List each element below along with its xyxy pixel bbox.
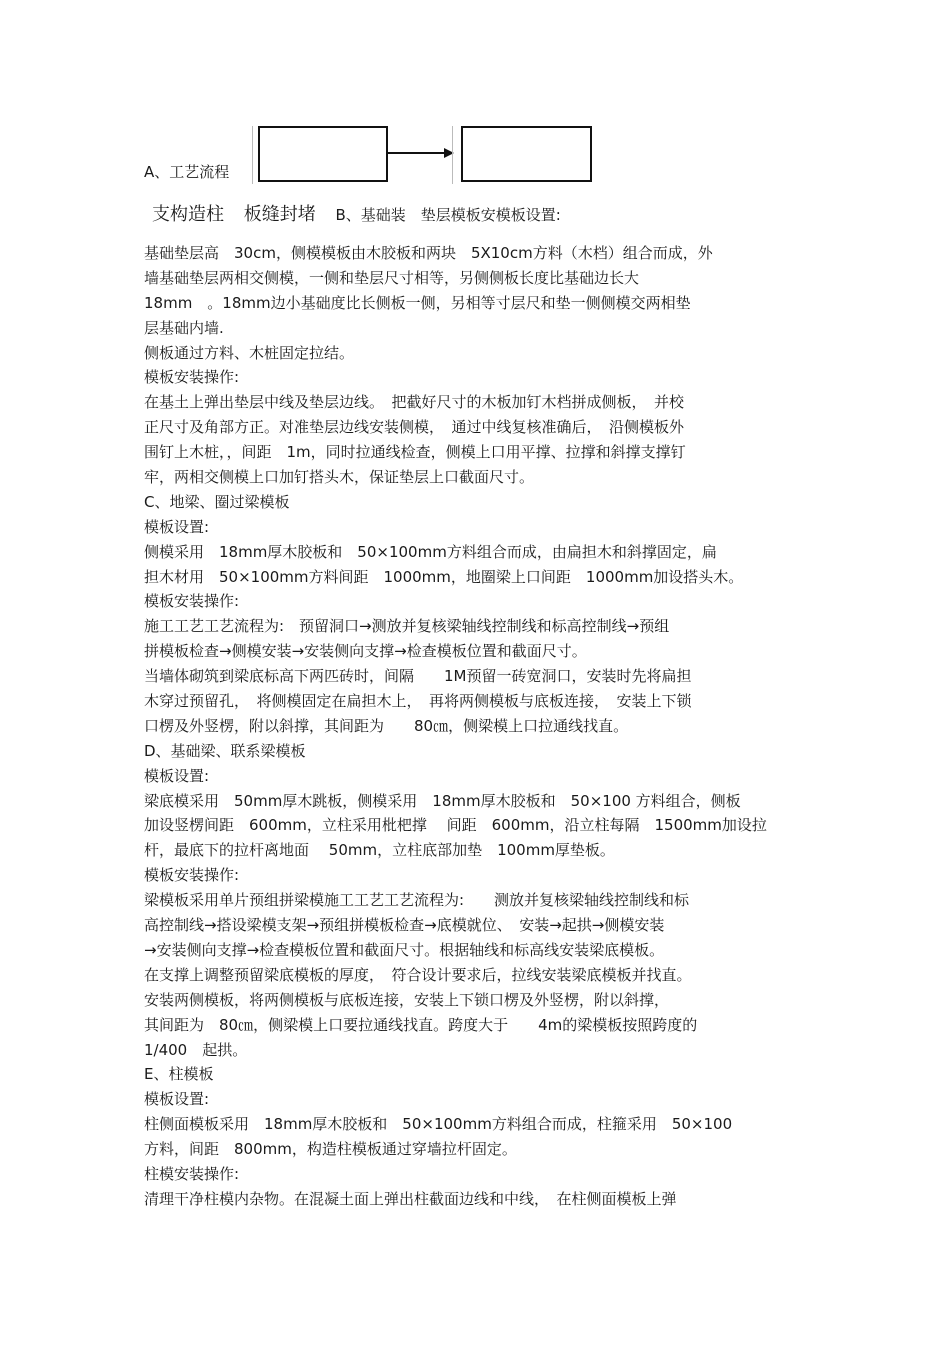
text-line: 木穿过预留孔， 将侧模固定在扁担木上， 再将两侧模板与底板连接， 安装上下锁 [144,692,692,711]
text-line: 高控制线→搭设梁模支架→预组拼模板检查→底模就位、 安装→起拱→侧模安装 [144,916,665,935]
flow-step-1: 支构造柱 [152,204,224,225]
text-line: 墙基础垫层两相交侧模，一侧和垫层尺寸相等，另侧侧板长度比基础边长大 [144,268,640,287]
text-line: 柱侧面模板采用 18mm厚木胶板和 50×100mm方料组合而成，柱箍采用 50×100 [144,1115,733,1134]
text-line: 基础垫层高 30cm，侧模模板由木胶板和两块 5X10cm方料（木档）组合而成，外 [144,244,713,262]
text-line: 围钉上木桩，，间距 1m，同时拉通线检查，侧模上口用平撑、拉撑和斜撑支撑钉 [144,443,686,462]
text-line: 层基础内墙. [144,318,224,337]
text-line: 其间距为 80㎝，侧梁模上口要拉通线找直。跨度大于 4m的梁模板按照跨度的 [144,1015,698,1034]
text-line: 模板安装操作: [144,592,240,611]
text-line: 安装两侧模板，将两侧模板与底板连接，安装上下锁口楞及外竖楞，附以斜撑， [144,990,670,1009]
text-line: 当墙体砌筑到梁底标高下两匹砖时，间隔 1M预留一砖宽洞口，安装时先将扁担 [144,667,692,686]
text-line: 模板安装操作: [144,866,240,885]
process-flow-diagram [0,0,950,225]
text-line: 方料，间距 800mm，构造柱模板通过穿墙拉杆固定。 [144,1140,517,1159]
text-line: 模板设置: [144,517,210,536]
text-line: 杆，最底下的拉杆离地面 50mm，立柱底部加垫 100mm厚垫板。 [144,841,615,860]
text-line: 梁底模采用 50mm厚木跳板，侧模采用 18mm厚木胶板和 50×100 方料组合，侧板 [144,791,741,810]
text-line: 梁模板采用单片预组拼梁模施工工艺工艺流程为: 测放并复核梁轴线控制线和标 [144,891,690,910]
text-line: 牢，两相交侧模上口加钉搭头木，保证垫层上口截面尺寸。 [144,468,535,487]
text-line: 在支撑上调整预留梁底模板的厚度， 符合设计要求后，拉线安装梁底模板并找直。 [144,965,692,984]
text-line: 模板设置: [144,766,210,785]
flow-label: A、工艺流程 [144,163,230,181]
text-line: 清理干净柱模内杂物。在混凝土面上弹出柱截面边线和中线， 在柱侧面模板上弹 [144,1189,677,1208]
flow-box-2 [461,126,592,182]
arrow-right-icon [386,146,456,160]
text-line: 加设竖楞间距 600mm，立柱采用枇杷撑 间距 600mm，沿立柱每隔 1500mm加设拉 [144,816,767,835]
text-line: 柱模安装操作: [144,1164,240,1183]
text-line: 18mm 。18mm边小基础度比长侧板一侧，另相等寸层尺和垫一侧侧模交两相垫 [144,293,691,312]
flow-box-edge [452,126,453,184]
text-line: 施工工艺工艺流程为: 预留洞口→测放并复核梁轴线控制线和标高控制线→预组 [144,617,670,636]
flow-steps [152,203,561,227]
text-line: 侧板通过方料、木桩固定拉结。 [144,343,355,362]
text-line: D、基础梁、联系梁模板 [144,741,306,760]
text-line: C、地梁、圈过梁模板 [144,492,290,511]
text-line: 模板设置: [144,1090,210,1109]
section-b-heading: B、基础装 垫层模板安模板设置: [335,206,561,224]
flow-box-1 [258,126,388,182]
text-line: 模板安装操作: [144,368,240,387]
text-line: →安装侧向支撑→检查模板位置和截面尺寸。根据轴线和标高线安装梁底模板。 [144,940,665,959]
flow-box-edge [252,126,253,184]
document-body [144,241,814,1212]
text-line: 在基土上弹出垫层中线及垫层边线。 把截好尺寸的木板加钉木档拼成侧板， 并校 [144,393,685,412]
text-line: 拼模板检查→侧模安装→安装侧向支撑→检查模板位置和截面尺寸。 [144,642,587,661]
text-line: 担木材用 50×100mm方料间距 1000mm，地圈梁上口间距 1000mm加设搭头木。 [144,567,744,586]
text-line: 1/400 起拱。 [144,1040,248,1059]
text-line: 正尺寸及角部方正。对准垫层边线安装侧模， 通过中线复核准确后， 沿侧模板外 [144,418,685,437]
text-line: E、柱模板 [144,1065,214,1084]
text-line: 口楞及外竖楞，附以斜撑，其间距为 80㎝，侧梁模上口拉通线找直。 [144,716,629,735]
text-line: 侧模采用 18mm厚木胶板和 50×100mm方料组合而成，由扁担木和斜撑固定，扁 [144,542,717,561]
flow-step-2: 板缝封堵 [243,204,316,225]
